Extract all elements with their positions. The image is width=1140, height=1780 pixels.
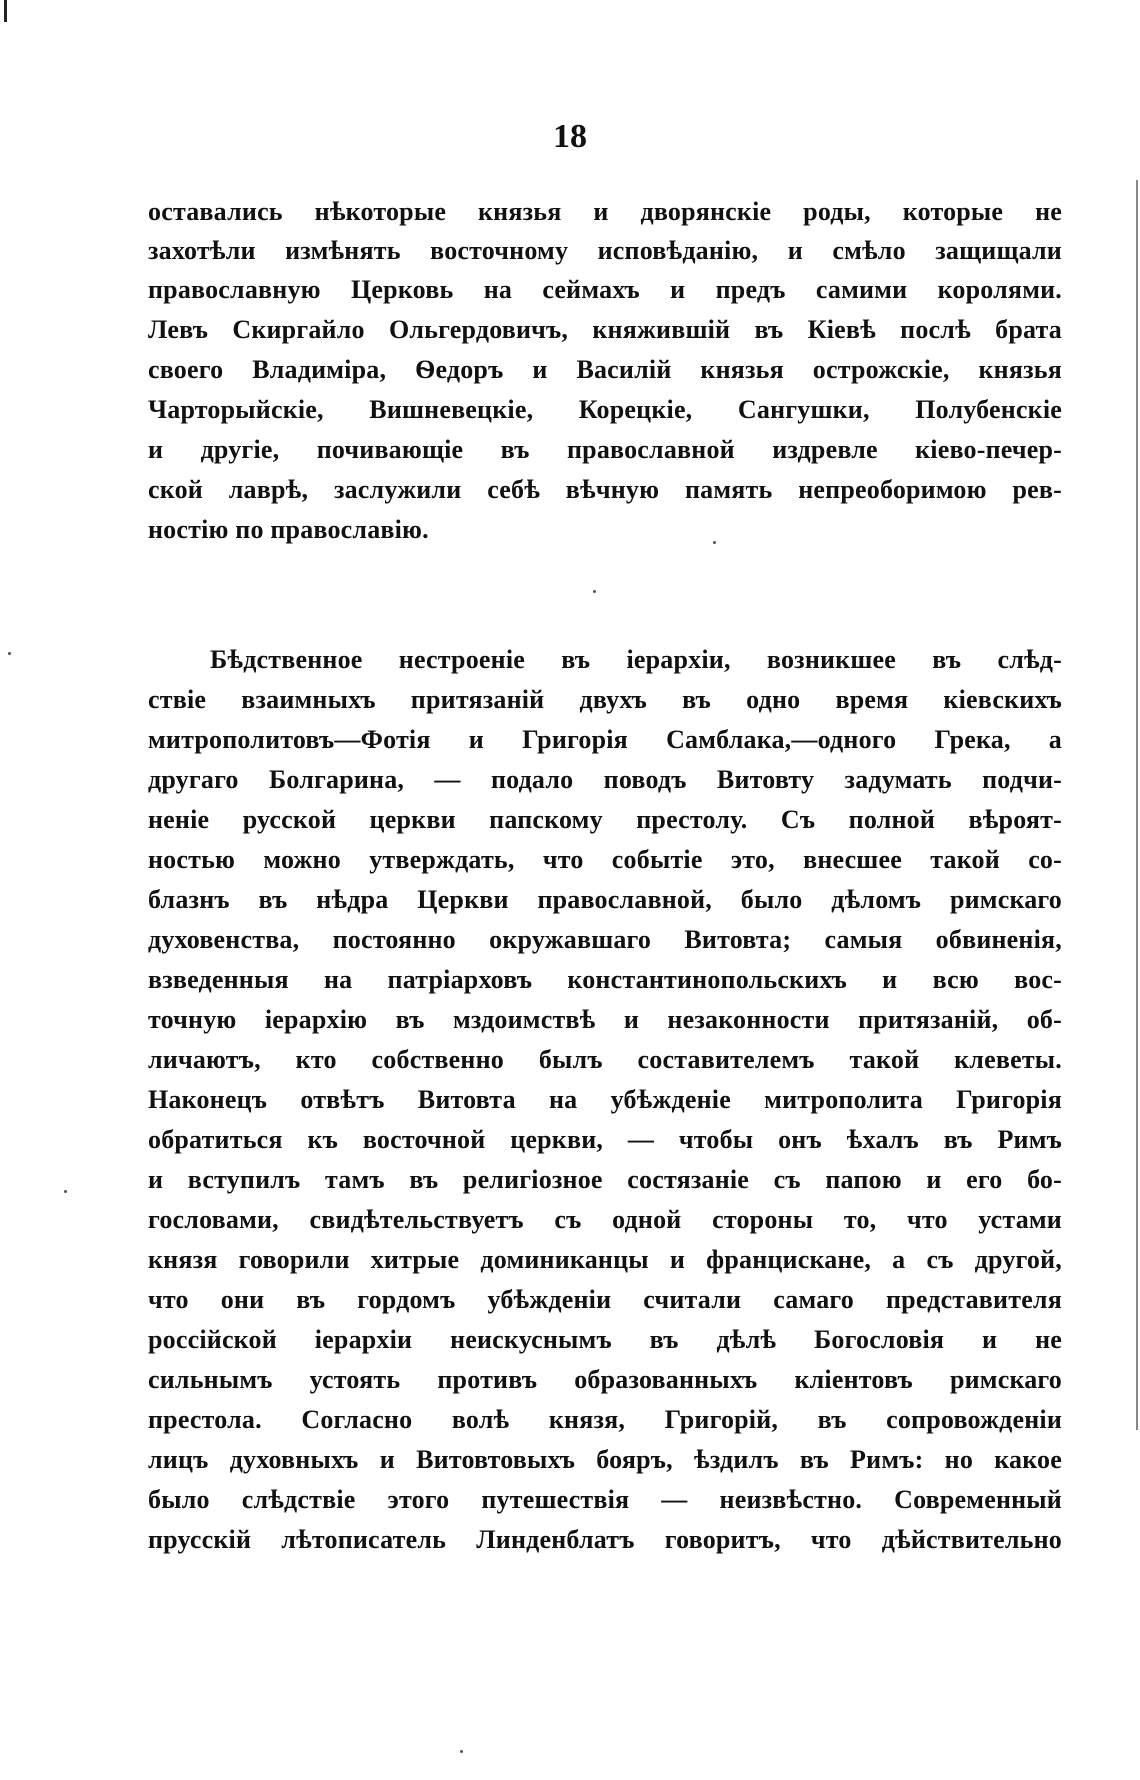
scan-speck [593,590,596,593]
scan-speck [8,652,11,655]
text-line: россійской іерархіи неискуснымъ въ дѣлѣ Богословія и не [148,1325,1062,1354]
text-line: православную Церковь на сеймахъ и предъ самими королями. [148,275,1062,304]
text-line: другаго Болгарина, — подало поводъ Витовту задумать подчи- [148,765,1062,794]
text-line: своего Владиміра, Ѳедоръ и Василій князья острожскіе, князья [148,355,1062,384]
text-line: взведенныя на патріарховъ константинопольскихъ и всю вос- [148,965,1062,994]
scan-edge-mark-top-left [4,0,7,22]
text-line: духовенства, постоянно окружавшаго Витовта; самыя обвиненія, [148,925,1062,954]
text-line: что они въ гордомъ убѣжденіи считали самаго представителя [148,1285,1062,1314]
text-line: ностью можно утверждать, что событіе это, внесшее такой со- [148,845,1062,874]
text-line: оставались нѣкоторые князья и дворянскіе роды, которые не [148,197,1062,226]
text-line: прусскій лѣтописатель Линденблатъ говоритъ, что дѣйствительно [148,1525,1062,1554]
text-line: Левъ Скиргайло Ольгердовичъ, княжившій въ Кіевѣ послѣ брата [148,315,1062,344]
text-line: захотѣли измѣнять восточному исповѣданію, и смѣло защищали [148,236,1062,265]
scan-edge-line-right [1136,180,1138,1430]
scan-speck [64,1190,67,1193]
text-line: Чарторыйскіе, Вишневецкіе, Корецкіе, Сангушки, Полубенскіе [148,395,1062,424]
text-line: князя говорили хитрые доминиканцы и францискане, а съ другой, [148,1245,1062,1274]
text-line: лицъ духовныхъ и Витовтовыхъ бояръ, ѣздилъ въ Римъ: но какое [148,1445,1062,1474]
text-line: сильнымъ устоять противъ образованныхъ кліентовъ римскаго [148,1365,1062,1394]
text-line: блазнъ въ нѣдра Церкви православной, было дѣломъ римскаго [148,885,1062,914]
text-line: Бѣдственное нестроеніе въ іерархіи, возникшее въ слѣд- [210,645,1062,674]
text-line: личаютъ, кто собственно былъ составителемъ такой клеветы. [148,1045,1062,1074]
text-line: ностію по православію. [148,515,429,544]
scan-speck [460,1750,463,1753]
text-line: ской лаврѣ, заслужили себѣ вѣчную память непреоборимою рев- [148,475,1062,504]
text-line: Наконецъ отвѣтъ Витовта на убѣжденіе митрополита Григорія [148,1085,1062,1114]
text-line: и другіе, почивающіе въ православной издревле кіево-печер- [148,435,1062,464]
text-line: точную іерархію въ мздоимствѣ и незаконности притязаній, об- [148,1005,1062,1034]
text-line: было слѣдствіе этого путешествія — неизвѣстно. Современный [148,1485,1062,1514]
text-line: престола. Согласно волѣ князя, Григорій, въ сопровожденіи [148,1405,1062,1434]
text-line: обратиться къ восточной церкви, — чтобы онъ ѣхалъ въ Римъ [148,1125,1062,1154]
text-line: ствіе взаимныхъ притязаній двухъ въ одно время кіевскихъ [148,685,1062,714]
text-line: и вступилъ тамъ въ религіозное состязаніе съ папою и его бо- [148,1165,1062,1194]
text-line: митрополитовъ—Фотія и Григорія Самблака,—одного Грека, а [148,725,1062,754]
page-number: 18 [553,118,587,155]
text-line: гословами, свидѣтельствуетъ съ одной стороны то, что устами [148,1205,1062,1234]
text-line: неніе русской церкви папскому престолу. Съ полной вѣроят- [148,805,1062,834]
